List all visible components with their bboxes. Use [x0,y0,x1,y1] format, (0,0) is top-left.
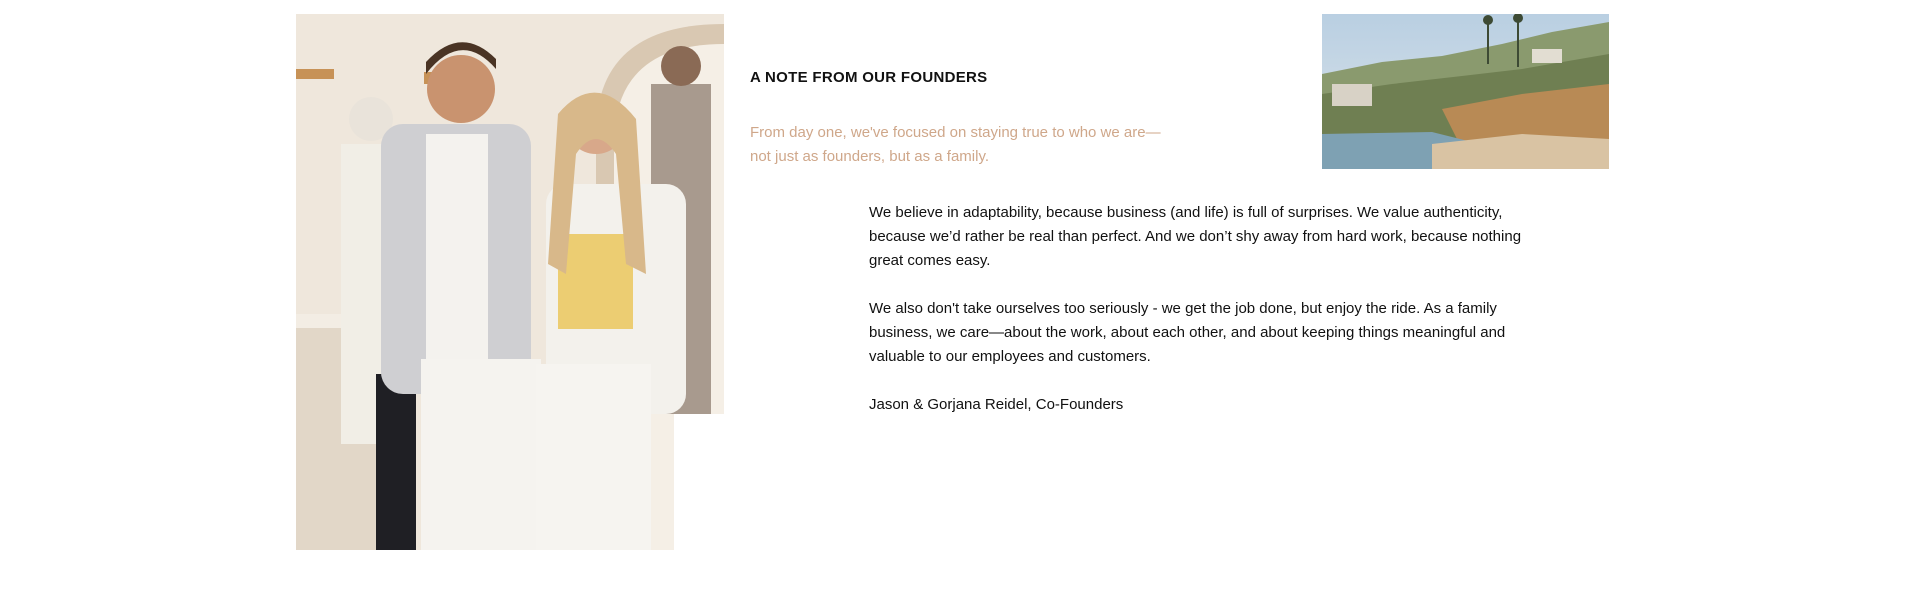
paragraph-line: We also don't take ourselves too seriously - we get the job done, but enjoy the ride. As a family [869,300,1497,317]
section-heading: A NOTE FROM OUR FOUNDERS [750,69,988,86]
founders-note-body [869,201,1522,417]
paragraph-line: We believe in adaptability, because business (and life) is full of surprises. We value authenticity, [869,204,1503,221]
paragraph-values [869,201,1522,273]
paragraph-line: because we’d rather be real than perfect. And we don’t shy away from hard work, because nothing [869,228,1522,245]
tagline-line: not just as founders, but as a family. [750,148,990,165]
founders-photo-illustration [296,14,724,550]
founders-signature: Jason & Gorjana Reidel, Co-Founders [869,396,1124,413]
paragraph-line: valuable to our employees and customers. [869,348,1151,365]
founders-tagline [750,121,1170,169]
coastline-photo [1322,14,1609,169]
founders-photo [296,14,724,550]
paragraph-line: great comes easy. [869,252,991,269]
coastline-photo-illustration [1322,14,1609,169]
tagline-line: From day one, we've focused on staying true to who we are— [750,124,1161,141]
paragraph-family [869,297,1509,369]
paragraph-line: business, we care—about the work, about each other, and about keeping things meaningful and [869,324,1506,341]
